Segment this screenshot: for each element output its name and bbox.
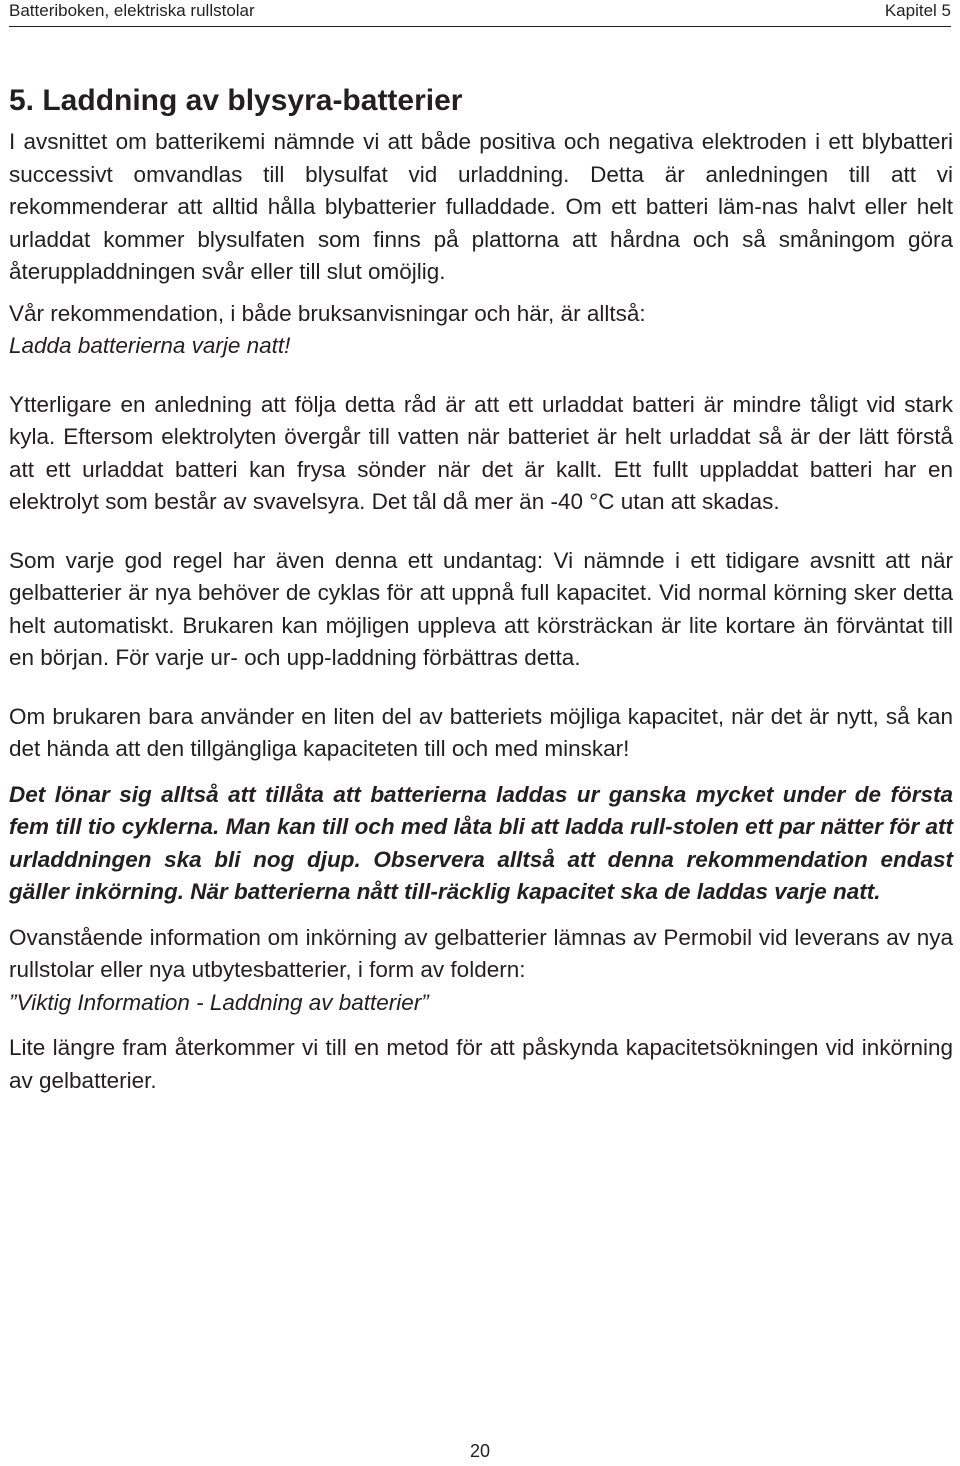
section-title: 5. Laddning av blysyra-batterier — [9, 84, 463, 117]
paragraph-recommendation-intro: Vår rekommendation, i både bruksanvisningar och här, är alltså: — [9, 300, 646, 326]
page-body — [9, 82, 953, 1097]
paragraph-permobil-info: Ovanstående information om inkörning av gelbatterier lämnas av Permobil vid leverans av nya rullstolar eller nya utbytesbatterier, i form av foldern: — [9, 924, 953, 982]
paragraph-break-in-advice: Det lönar sig alltså att tillåta att batterierna laddas ur ganska mycket under de första fem till tio cyklerna. Man kan till och med låta bli att ladda rull-stolen ett par nätter för att urladdningen ska bli nog djup. Observera alltså att denna rekommendation endast gäller inkörning. När batterierna nått till-räcklig kapacitet ska de laddas varje natt. — [9, 781, 953, 904]
header-chapter: Kapitel 5 — [884, 1, 951, 20]
paragraph-cold-weather: Ytterligare en anledning att följa detta råd är att ett urladdat batteri är mindre tåligt vid stark kyla. Eftersom elektrolyten övergår till vatten när batteriet är helt urladdat så är der lätt förstå att ett urladdat batteri kan frysa sönder när det är kallt. Ett fullt uppladdat batteri har en elektrolyt som består av svavelsyra. Det tål då mer än -40 °C utan att skadas. — [9, 391, 953, 514]
header-book-title: Batteriboken, elektriska rullstolar — [9, 1, 255, 20]
paragraph-later-method: Lite längre fram återkommer vi till en metod för att påskynda kapacitetsökningen vid inkörning av gelbatterier. — [9, 1035, 953, 1093]
paragraph-battery-chemistry: I avsnittet om batterikemi nämnde vi att både positiva och negativa elektroden i ett blybatteri successivt omvandlas till blysulfat vid urladdning. Detta är anledningen till att vi rekommenderar att alltid hålla blybatterier fulladdade. Om ett batteri läm-nas halvt eller helt urladdat kommer blysulfaten som finns på plattorna att hårdna och så småningom göra återuppladdningen svår eller till slut omöjlig. — [9, 129, 953, 284]
paragraph-capacity-warning: Om brukaren bara använder en liten del av batteriets möjliga kapacitet, när det är nytt, så kan det hända att den tillgängliga kapaciteten till och med minskar! — [9, 703, 953, 761]
page-number: 20 — [469, 1441, 491, 1461]
running-header — [9, 0, 951, 27]
paragraph-gel-exception: Som varje god regel har även denna ett undantag: Vi nämnde i ett tidigare avsnitt att när gelbatterier är nya behöver de cyklas för att uppnå full kapacitet. Vid normal körning sker detta helt automatiskt. Brukaren kan möjligen uppleva att körsträckan är lite kortare än förväntat till en början. För varje ur- och upp-laddning förbättras detta. — [9, 547, 953, 670]
paragraph-folder-title: ”Viktig Information - Laddning av batterier” — [9, 989, 429, 1015]
paragraph-recommendation: Ladda batterierna varje natt! — [9, 333, 291, 358]
